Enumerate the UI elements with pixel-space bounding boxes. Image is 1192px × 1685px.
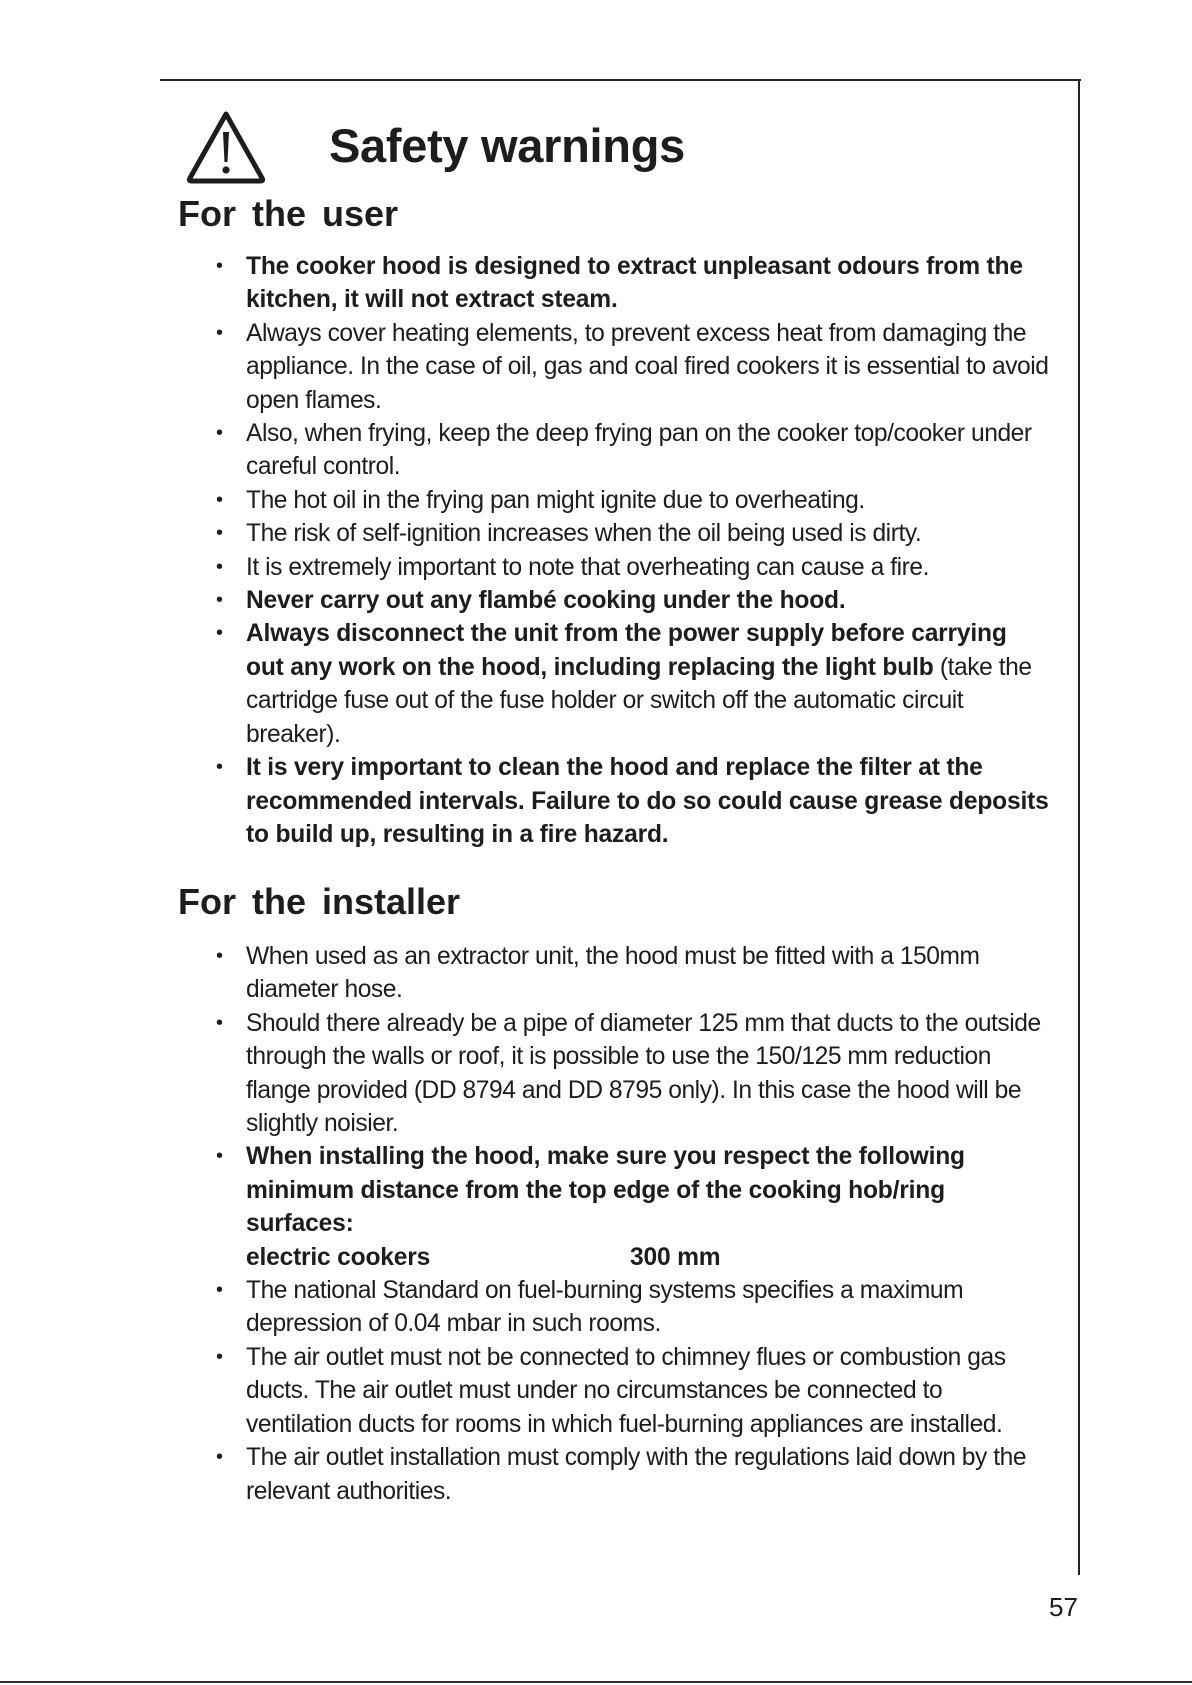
minimum-distance-row <box>246 1241 1050 1274</box>
bottom-rule <box>0 1681 1192 1683</box>
section-heading-installer: For the installer <box>178 881 461 922</box>
section-heading-user: For the user <box>178 193 399 234</box>
list-item: • Always disconnect the unit from the power supply before carrying out any work on the hood, including replacing the light bulb (take the cartridge fuse out of the fuse holder or switch off the automatic circuit breaker). <box>216 617 1050 751</box>
top-rule <box>160 79 1081 81</box>
distance-label: electric cookers <box>246 1243 431 1271</box>
installer-warnings-list <box>216 940 1050 1508</box>
list-item: • When installing the hood, make sure you respect the following minimum distance from the top edge of the cooking hob/ring surfaces: electric cookers 300 mm <box>216 1140 1050 1274</box>
user-warnings-list <box>216 250 1050 851</box>
warning-triangle-icon <box>186 110 266 184</box>
list-item: • The air outlet installation must comply with the regulations laid down by the relevant authorities. <box>216 1441 1050 1508</box>
list-item: • Also, when frying, keep the deep frying pan on the cooker top/cooker under careful control. <box>216 417 1050 484</box>
page-title: Safety warnings <box>329 119 685 172</box>
list-item: • Always cover heating elements, to prevent excess heat from damaging the appliance. In the case of oil, gas and coal fired cookers it is essential to avoid open flames. <box>216 317 1050 417</box>
distance-value: 300 mm <box>630 1243 721 1271</box>
list-item: • The air outlet must not be connected to chimney flues or combustion gas ducts. The air outlet must under no circumstances be connected to ventilation ducts for rooms in which fuel-burning appliances are installed. <box>216 1341 1050 1441</box>
list-item: • The risk of self-ignition increases when the oil being used is dirty. <box>216 517 1050 550</box>
right-rule <box>1078 79 1080 1575</box>
page-number: 57 <box>1049 1592 1078 1622</box>
list-item: • Never carry out any flambé cooking under the hood. <box>216 584 1050 617</box>
list-item: • When used as an extractor unit, the hood must be fitted with a 150mm diameter hose. <box>216 940 1050 1007</box>
list-item: • The hot oil in the frying pan might ignite due to overheating. <box>216 484 1050 517</box>
list-item: • It is extremely important to note that overheating can cause a fire. <box>216 551 1050 584</box>
list-item: • The national Standard on fuel-burning systems specifies a maximum depression of 0.04 mbar in such rooms. <box>216 1274 1050 1341</box>
list-item: • Should there already be a pipe of diameter 125 mm that ducts to the outside through the walls or roof, it is possible to use the 150/125 mm reduction flange provided (DD 8794 and DD 8795 only). In this case the hood will be slightly noisier. <box>216 1007 1050 1141</box>
list-item: • It is very important to clean the hood and replace the filter at the recommended intervals. Failure to do so could cause grease deposits to build up, resulting in a fire hazard. <box>216 751 1050 851</box>
list-item: • The cooker hood is designed to extract unpleasant odours from the kitchen, it will not extract steam. <box>216 250 1050 317</box>
